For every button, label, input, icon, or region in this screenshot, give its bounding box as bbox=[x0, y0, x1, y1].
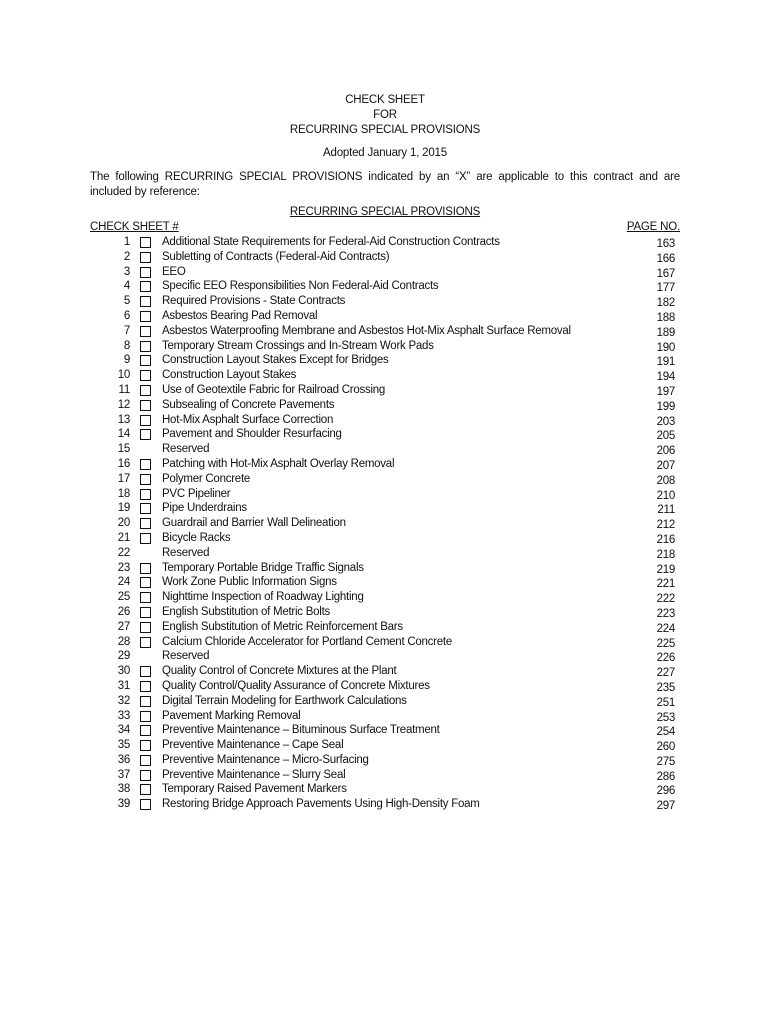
list-item bbox=[0, 502, 770, 517]
item-label: English Substitution of Metric Reinforcement Bars bbox=[162, 620, 403, 633]
item-checkbox[interactable] bbox=[140, 459, 151, 470]
item-label: Construction Layout Stakes bbox=[162, 369, 297, 382]
item-page-number: 166 bbox=[656, 252, 675, 265]
list-item bbox=[0, 606, 770, 621]
item-label: Specific EEO Responsibilities Non Federal-Aid Contracts bbox=[162, 280, 439, 293]
item-number: 16 bbox=[117, 457, 130, 470]
list-item bbox=[0, 769, 770, 784]
item-page-number: 163 bbox=[656, 238, 675, 250]
item-checkbox[interactable] bbox=[140, 400, 151, 411]
item-page-number: 253 bbox=[656, 711, 675, 724]
list-item bbox=[0, 532, 770, 547]
list-item bbox=[0, 414, 770, 429]
item-number: 12 bbox=[117, 398, 130, 411]
list-item bbox=[0, 724, 770, 739]
item-page-number: 254 bbox=[656, 726, 675, 739]
item-page-number: 219 bbox=[656, 563, 675, 576]
item-checkbox[interactable] bbox=[140, 237, 151, 248]
column-header-page-no: PAGE NO. bbox=[626, 221, 680, 233]
item-page-number: 177 bbox=[656, 282, 675, 295]
item-checkbox[interactable] bbox=[140, 533, 151, 544]
item-checkbox[interactable] bbox=[140, 385, 151, 396]
list-item bbox=[0, 280, 770, 295]
item-number: 21 bbox=[117, 531, 130, 544]
item-label: Digital Terrain Modeling for Earthwork Calculations bbox=[162, 694, 407, 707]
item-checkbox[interactable] bbox=[140, 755, 151, 766]
item-number: 7 bbox=[123, 324, 130, 337]
item-label: Reserved bbox=[162, 443, 210, 456]
list-item bbox=[0, 680, 770, 695]
item-page-number: 210 bbox=[656, 489, 675, 502]
item-page-number: 206 bbox=[656, 445, 675, 458]
item-checkbox[interactable] bbox=[140, 563, 151, 574]
item-label: Guardrail and Barrier Wall Delineation bbox=[162, 517, 346, 530]
list-item bbox=[0, 798, 770, 813]
list-item bbox=[0, 443, 770, 458]
item-page-number: 182 bbox=[656, 297, 675, 310]
list-item bbox=[0, 266, 770, 281]
item-checkbox[interactable] bbox=[140, 281, 151, 292]
item-checkbox[interactable] bbox=[140, 503, 151, 514]
item-number: 22 bbox=[117, 546, 130, 559]
item-label: Calcium Chloride Accelerator for Portland Cement Concrete bbox=[162, 635, 452, 648]
item-page-number: 297 bbox=[656, 800, 675, 813]
item-page-number: 260 bbox=[656, 741, 675, 754]
item-page-number: 205 bbox=[656, 430, 675, 443]
item-checkbox[interactable] bbox=[140, 326, 151, 337]
item-page-number: 224 bbox=[656, 622, 675, 635]
list-item bbox=[0, 650, 770, 665]
item-page-number: 226 bbox=[656, 652, 675, 665]
item-page-number: 199 bbox=[656, 400, 675, 413]
item-label: EEO bbox=[162, 265, 186, 278]
item-checkbox[interactable] bbox=[140, 370, 151, 381]
item-label: Temporary Raised Pavement Markers bbox=[162, 783, 347, 796]
item-number: 15 bbox=[117, 443, 130, 456]
item-label: Patching with Hot-Mix Asphalt Overlay Removal bbox=[162, 457, 395, 470]
list-item bbox=[0, 783, 770, 798]
item-number: 35 bbox=[117, 739, 130, 752]
item-number: 32 bbox=[117, 694, 130, 707]
item-page-number: 189 bbox=[656, 326, 675, 339]
item-checkbox[interactable] bbox=[140, 474, 151, 485]
item-label: Additional State Requirements for Federal-Aid Construction Contracts bbox=[162, 236, 500, 248]
list-item bbox=[0, 251, 770, 266]
item-checkbox[interactable] bbox=[140, 784, 151, 795]
item-number: 13 bbox=[117, 413, 130, 426]
item-page-number: 221 bbox=[656, 578, 675, 591]
item-checkbox[interactable] bbox=[140, 725, 151, 736]
item-label: Reserved bbox=[162, 546, 210, 559]
item-page-number: 235 bbox=[656, 681, 675, 694]
item-page-number: 222 bbox=[656, 593, 675, 606]
list-item bbox=[0, 665, 770, 680]
title-line-1: CHECK SHEET bbox=[345, 94, 425, 106]
item-number: 23 bbox=[117, 561, 130, 574]
item-label: Pipe Underdrains bbox=[162, 502, 247, 515]
list-item bbox=[0, 636, 770, 651]
item-checkbox[interactable] bbox=[140, 577, 151, 588]
list-item bbox=[0, 562, 770, 577]
item-label: Subletting of Contracts (Federal-Aid Contracts) bbox=[162, 250, 390, 263]
item-page-number: 194 bbox=[656, 371, 675, 384]
item-checkbox[interactable] bbox=[140, 770, 151, 781]
item-label: PVC Pipeliner bbox=[162, 487, 231, 500]
item-number: 26 bbox=[117, 605, 130, 618]
item-number: 24 bbox=[117, 576, 130, 589]
item-label: Polymer Concrete bbox=[162, 472, 251, 485]
list-item bbox=[0, 547, 770, 562]
item-label: Bicycle Racks bbox=[162, 531, 231, 544]
item-number: 6 bbox=[123, 309, 130, 322]
list-item bbox=[0, 591, 770, 606]
item-page-number: 216 bbox=[656, 533, 675, 546]
list-item bbox=[0, 517, 770, 532]
item-label: Preventive Maintenance – Micro-Surfacing bbox=[162, 753, 369, 766]
item-checkbox[interactable] bbox=[140, 799, 151, 810]
list-item bbox=[0, 428, 770, 443]
item-page-number: 188 bbox=[656, 311, 675, 324]
item-number: 4 bbox=[123, 280, 130, 293]
item-number: 31 bbox=[117, 679, 130, 692]
item-label: Use of Geotextile Fabric for Railroad Crossing bbox=[162, 383, 386, 396]
item-number: 38 bbox=[117, 783, 130, 796]
item-checkbox[interactable] bbox=[140, 696, 151, 707]
item-checkbox[interactable] bbox=[140, 740, 151, 751]
item-checkbox[interactable] bbox=[140, 341, 151, 352]
list-item bbox=[0, 325, 770, 340]
item-label: Pavement Marking Removal bbox=[162, 709, 301, 722]
item-checkbox[interactable] bbox=[140, 429, 151, 440]
item-label: Pavement and Shoulder Resurfacing bbox=[162, 428, 342, 441]
list-subheading: RECURRING SPECIAL PROVISIONS bbox=[289, 206, 481, 218]
item-number: 29 bbox=[117, 650, 130, 663]
item-number: 27 bbox=[117, 620, 130, 633]
item-page-number: 251 bbox=[656, 696, 675, 709]
item-label: Required Provisions - State Contracts bbox=[162, 295, 346, 308]
item-label: Preventive Maintenance – Cape Seal bbox=[162, 739, 344, 752]
list-item bbox=[0, 754, 770, 769]
list-item bbox=[0, 295, 770, 310]
item-checkbox[interactable] bbox=[140, 311, 151, 322]
item-checkbox[interactable] bbox=[140, 592, 151, 603]
item-checkbox[interactable] bbox=[140, 296, 151, 307]
item-page-number: 227 bbox=[656, 667, 675, 680]
list-item bbox=[0, 621, 770, 636]
item-number: 25 bbox=[117, 591, 130, 604]
item-number: 3 bbox=[123, 265, 130, 278]
item-checkbox[interactable] bbox=[140, 355, 151, 366]
item-page-number: 207 bbox=[656, 459, 675, 472]
item-page-number: 286 bbox=[656, 770, 675, 783]
item-page-number: 296 bbox=[656, 785, 675, 798]
item-number: 8 bbox=[123, 339, 130, 352]
list-item bbox=[0, 384, 770, 399]
item-checkbox[interactable] bbox=[140, 252, 151, 263]
title-line-2: FOR bbox=[373, 109, 397, 121]
item-number: 1 bbox=[123, 236, 130, 248]
item-number: 28 bbox=[117, 635, 130, 648]
item-page-number: 223 bbox=[656, 607, 675, 620]
item-label: Preventive Maintenance – Bituminous Surface Treatment bbox=[162, 724, 440, 737]
list-item bbox=[0, 576, 770, 591]
item-number: 5 bbox=[123, 295, 130, 308]
item-number: 34 bbox=[117, 724, 130, 737]
list-item bbox=[0, 695, 770, 710]
adopted-date: Adopted January 1, 2015 bbox=[323, 147, 447, 159]
item-number: 19 bbox=[117, 502, 130, 515]
item-label: Temporary Stream Crossings and In-Stream Work Pads bbox=[162, 339, 434, 352]
item-label: Subsealing of Concrete Pavements bbox=[162, 398, 335, 411]
item-number: 33 bbox=[117, 709, 130, 722]
item-page-number: 190 bbox=[656, 341, 675, 354]
list-item bbox=[0, 399, 770, 414]
list-item bbox=[0, 310, 770, 325]
item-number: 17 bbox=[117, 472, 130, 485]
item-label: Asbestos Bearing Pad Removal bbox=[162, 309, 318, 322]
list-item bbox=[0, 739, 770, 754]
list-item bbox=[0, 354, 770, 369]
item-checkbox[interactable] bbox=[140, 666, 151, 677]
item-checkbox[interactable] bbox=[140, 637, 151, 648]
list-item bbox=[0, 369, 770, 384]
item-number: 9 bbox=[123, 354, 130, 367]
item-number: 30 bbox=[117, 665, 130, 678]
item-checkbox[interactable] bbox=[140, 607, 151, 618]
item-checkbox[interactable] bbox=[140, 711, 151, 722]
item-page-number: 218 bbox=[656, 548, 675, 561]
item-label: Construction Layout Stakes Except for Bridges bbox=[162, 354, 389, 367]
item-checkbox[interactable] bbox=[140, 518, 151, 529]
item-number: 37 bbox=[117, 768, 130, 781]
item-page-number: 203 bbox=[656, 415, 675, 428]
item-page-number: 211 bbox=[657, 504, 675, 517]
item-checkbox[interactable] bbox=[140, 681, 151, 692]
item-number: 18 bbox=[117, 487, 130, 500]
item-label: Temporary Portable Bridge Traffic Signals bbox=[162, 561, 364, 574]
item-label: Asbestos Waterproofing Membrane and Asbestos Hot-Mix Asphalt Surface Removal bbox=[162, 324, 571, 337]
item-page-number: 212 bbox=[656, 519, 675, 532]
item-number: 2 bbox=[123, 250, 130, 263]
list-item bbox=[0, 488, 770, 503]
list-item bbox=[0, 236, 770, 251]
item-label: Nighttime Inspection of Roadway Lighting bbox=[162, 591, 364, 604]
item-number: 14 bbox=[117, 428, 130, 441]
item-label: Quality Control of Concrete Mixtures at the Plant bbox=[162, 665, 397, 678]
list-item bbox=[0, 340, 770, 355]
item-page-number: 225 bbox=[656, 637, 675, 650]
item-label: Quality Control/Quality Assurance of Concrete Mixtures bbox=[162, 679, 430, 692]
list-item bbox=[0, 458, 770, 473]
item-page-number: 167 bbox=[656, 267, 675, 280]
item-page-number: 191 bbox=[656, 356, 675, 369]
item-page-number: 275 bbox=[656, 755, 675, 768]
item-label: English Substitution of Metric Bolts bbox=[162, 605, 331, 618]
list-item bbox=[0, 710, 770, 725]
item-page-number: 197 bbox=[656, 385, 675, 398]
item-checkbox[interactable] bbox=[140, 267, 151, 278]
item-label: Preventive Maintenance – Slurry Seal bbox=[162, 768, 346, 781]
item-number: 20 bbox=[117, 517, 130, 530]
item-checkbox[interactable] bbox=[140, 622, 151, 633]
title-line-3: RECURRING SPECIAL PROVISIONS bbox=[289, 124, 481, 136]
item-number: 10 bbox=[117, 369, 130, 382]
item-checkbox[interactable] bbox=[140, 489, 151, 500]
item-label: Hot-Mix Asphalt Surface Correction bbox=[162, 413, 334, 426]
item-label: Reserved bbox=[162, 650, 210, 663]
column-header-check-sheet: CHECK SHEET # bbox=[90, 221, 179, 233]
item-page-number: 208 bbox=[656, 474, 675, 487]
item-number: 36 bbox=[117, 753, 130, 766]
item-label: Restoring Bridge Approach Pavements Using High-Density Foam bbox=[162, 798, 480, 811]
intro-paragraph: The following RECURRING SPECIAL PROVISIONS indicated by an “X” are applicable to this contract and are included by reference: bbox=[90, 171, 680, 198]
list-item bbox=[0, 473, 770, 488]
item-checkbox[interactable] bbox=[140, 415, 151, 426]
item-number: 11 bbox=[118, 383, 130, 396]
item-label: Work Zone Public Information Signs bbox=[162, 576, 337, 589]
item-number: 39 bbox=[117, 798, 130, 811]
provisions-list bbox=[0, 236, 770, 813]
